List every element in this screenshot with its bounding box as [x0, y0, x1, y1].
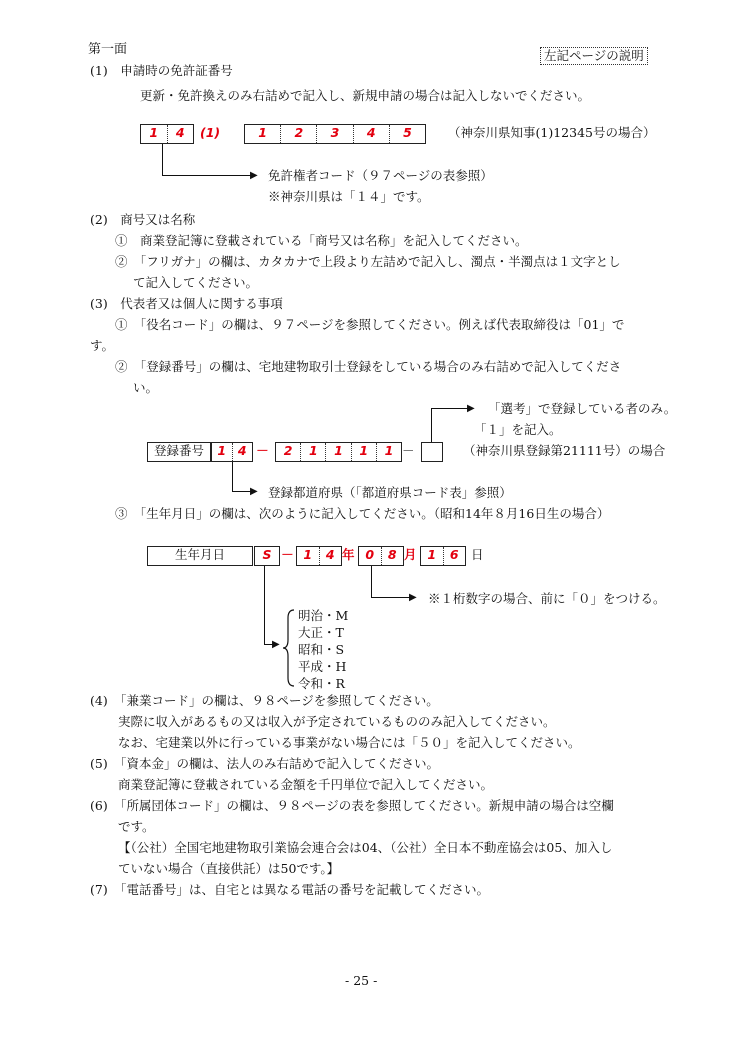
arrow-right-icon: ▶ [409, 592, 417, 603]
dob-month-digit: 8 [387, 547, 397, 562]
dob-month-box [358, 546, 404, 566]
registration-number-digit: 1 [352, 443, 377, 461]
registration-dash: － [255, 443, 268, 458]
section-7-heading: (7) 「電話番号」は、自宅とは異なる電話の番号を記載してください。 [90, 882, 489, 897]
dob-year-digit: 4 [325, 547, 335, 562]
license-code-box [140, 124, 194, 144]
license-code-digit: 4 [175, 125, 185, 140]
section-4-heading: (4) 「兼業コード」の欄は、９８ページを参照してください。 [90, 693, 439, 708]
license-number-box [244, 124, 426, 144]
registration-number-box [275, 442, 402, 462]
registration-label-box: 登録番号 [147, 442, 211, 462]
dob-day-digit: 1 [421, 547, 444, 565]
dob-day-unit: 日 [471, 547, 484, 562]
connector-line [371, 566, 372, 598]
registration-dash-2: － [402, 443, 415, 458]
registration-example: （神奈川県登録第21111号）の場合 [463, 443, 666, 458]
section-1-text: 更新・免許換えのみ右詰めで記入し、新規申請の場合は記入しないでください。 [140, 88, 591, 103]
dob-month-digit: 0 [359, 547, 382, 565]
section-2-item-2: ② 「フリガナ」の欄は、カタカナで上段より左詰めで記入し、濁点・半濁点は１文字とし [115, 254, 621, 269]
dob-era-box [254, 546, 280, 566]
section-3-item-1-cont: す。 [90, 338, 115, 353]
dob-era-value: S [262, 547, 272, 562]
license-renewal-count: (1) [200, 125, 221, 140]
dob-label-box: 生年月日 [147, 546, 253, 566]
section-3-heading: (3) 代表者又は個人に関する事項 [90, 296, 283, 311]
section-2-item-1: ① 商業登記簿に登載されている「商号又は名称」を記入してください。 [115, 233, 528, 248]
registration-number-digit: 2 [276, 443, 301, 461]
dob-year-unit: 年 [342, 547, 355, 562]
connector-line [431, 408, 432, 442]
section-3-item-3: ③ 「生年月日」の欄は、次のように記入してください。（昭和14年８月16日生の場合） [115, 506, 610, 521]
dob-year-digit: 1 [297, 547, 320, 565]
section-6-line-2: 【（公社）全国宅地建物取引業協会連合会は04、（公社）全日本不動産協会は05、加入し [118, 840, 613, 855]
section-3-item-2: ② 「登録番号」の欄は、宅地建物取引士登録をしている場合のみ右詰めで記入してくださ [115, 359, 622, 374]
dob-dash: － [280, 547, 293, 562]
connector-line [232, 462, 233, 492]
arrow-right-icon: ▶ [467, 403, 475, 414]
license-code-digit: 1 [141, 125, 168, 143]
license-number-digit: 5 [403, 125, 412, 140]
section-5-heading: (5) 「資本金」の欄は、法人のみ右詰めで記入してください。 [90, 756, 439, 771]
license-number-digit: 1 [245, 125, 281, 143]
registration-senko-box [421, 442, 443, 462]
section-4-line-1: 実際に収入があるもの又は収入が予定されているもののみ記入してください。 [118, 714, 556, 729]
section-3-item-1: ① 「役名コード」の欄は、９７ページを参照してください。例えば代表取締役は「01」で [115, 317, 625, 332]
license-number-digit: 3 [317, 125, 353, 143]
section-6-line-1: です。 [118, 819, 155, 834]
registration-number-digit: 1 [301, 443, 326, 461]
arrow-right-icon: ▶ [272, 639, 280, 650]
registration-prefecture-box [211, 442, 253, 462]
brace-icon [282, 608, 296, 688]
arrow-right-icon: ▶ [250, 170, 258, 181]
license-note: ※神奈川県は「１４」です。 [268, 189, 430, 204]
connector-line [431, 408, 471, 409]
era-item: 昭和・S [298, 642, 345, 657]
registration-number-digit: 1 [326, 443, 351, 461]
senko-note-2: 「１」を記入。 [474, 422, 562, 437]
connector-line [162, 175, 254, 176]
era-item: 平成・H [298, 659, 347, 674]
section-4-line-2: なお、宅建業以外に行っている事業がない場合には「５０」を記入してください。 [118, 735, 581, 750]
connector-line [162, 144, 163, 176]
arrow-right-icon: ▶ [250, 486, 258, 497]
section-2-heading: (2) 商号又は名称 [90, 212, 196, 227]
section-6-line-3: ていない場合（直接供託）は50です。】 [118, 861, 340, 876]
license-example: （神奈川県知事(1)12345号の場合） [448, 125, 656, 140]
section-6-heading: (6) 「所属団体コード」の欄は、９８ページの表を参照してください。新規申請の場合は空欄 [90, 798, 614, 813]
license-arrow-label: 免許権者コード（９７ページの表参照） [268, 168, 493, 183]
dob-note: ※１桁数字の場合、前に「０」をつける。 [428, 591, 666, 606]
page-number: - 25 - [345, 973, 378, 988]
section-5-line-1: 商業登記簿に登載されている金額を千円単位で記入してください。 [118, 777, 494, 792]
dob-month-unit: 月 [404, 547, 417, 562]
era-item: 明治・M [298, 608, 349, 623]
section-3-item-2-cont: い。 [133, 380, 159, 395]
dob-day-box [420, 546, 466, 566]
page-title: 第一面 [88, 42, 128, 57]
dob-year-box [296, 546, 342, 566]
registration-prefecture-digit: 4 [237, 443, 247, 458]
registration-arrow-label: 登録都道府県（「都道府県コード表」参照） [268, 485, 512, 500]
explain-page-button[interactable]: 左記ページの説明 [540, 47, 648, 65]
dob-day-digit: 6 [449, 547, 459, 562]
connector-line [264, 566, 265, 645]
license-number-digit: 2 [281, 125, 317, 143]
era-item: 大正・T [298, 625, 344, 640]
section-1-heading: (1) 申請時の免許証番号 [90, 63, 233, 78]
era-item: 令和・R [298, 676, 345, 691]
section-2-item-2-cont: て記入してください。 [133, 275, 259, 290]
license-number-digit: 4 [354, 125, 390, 143]
senko-note-1: 「選考」で登録している者のみ。 [488, 401, 677, 416]
registration-number-digit: 1 [384, 443, 394, 458]
registration-prefecture-digit: 1 [212, 443, 233, 461]
connector-line [371, 597, 413, 598]
